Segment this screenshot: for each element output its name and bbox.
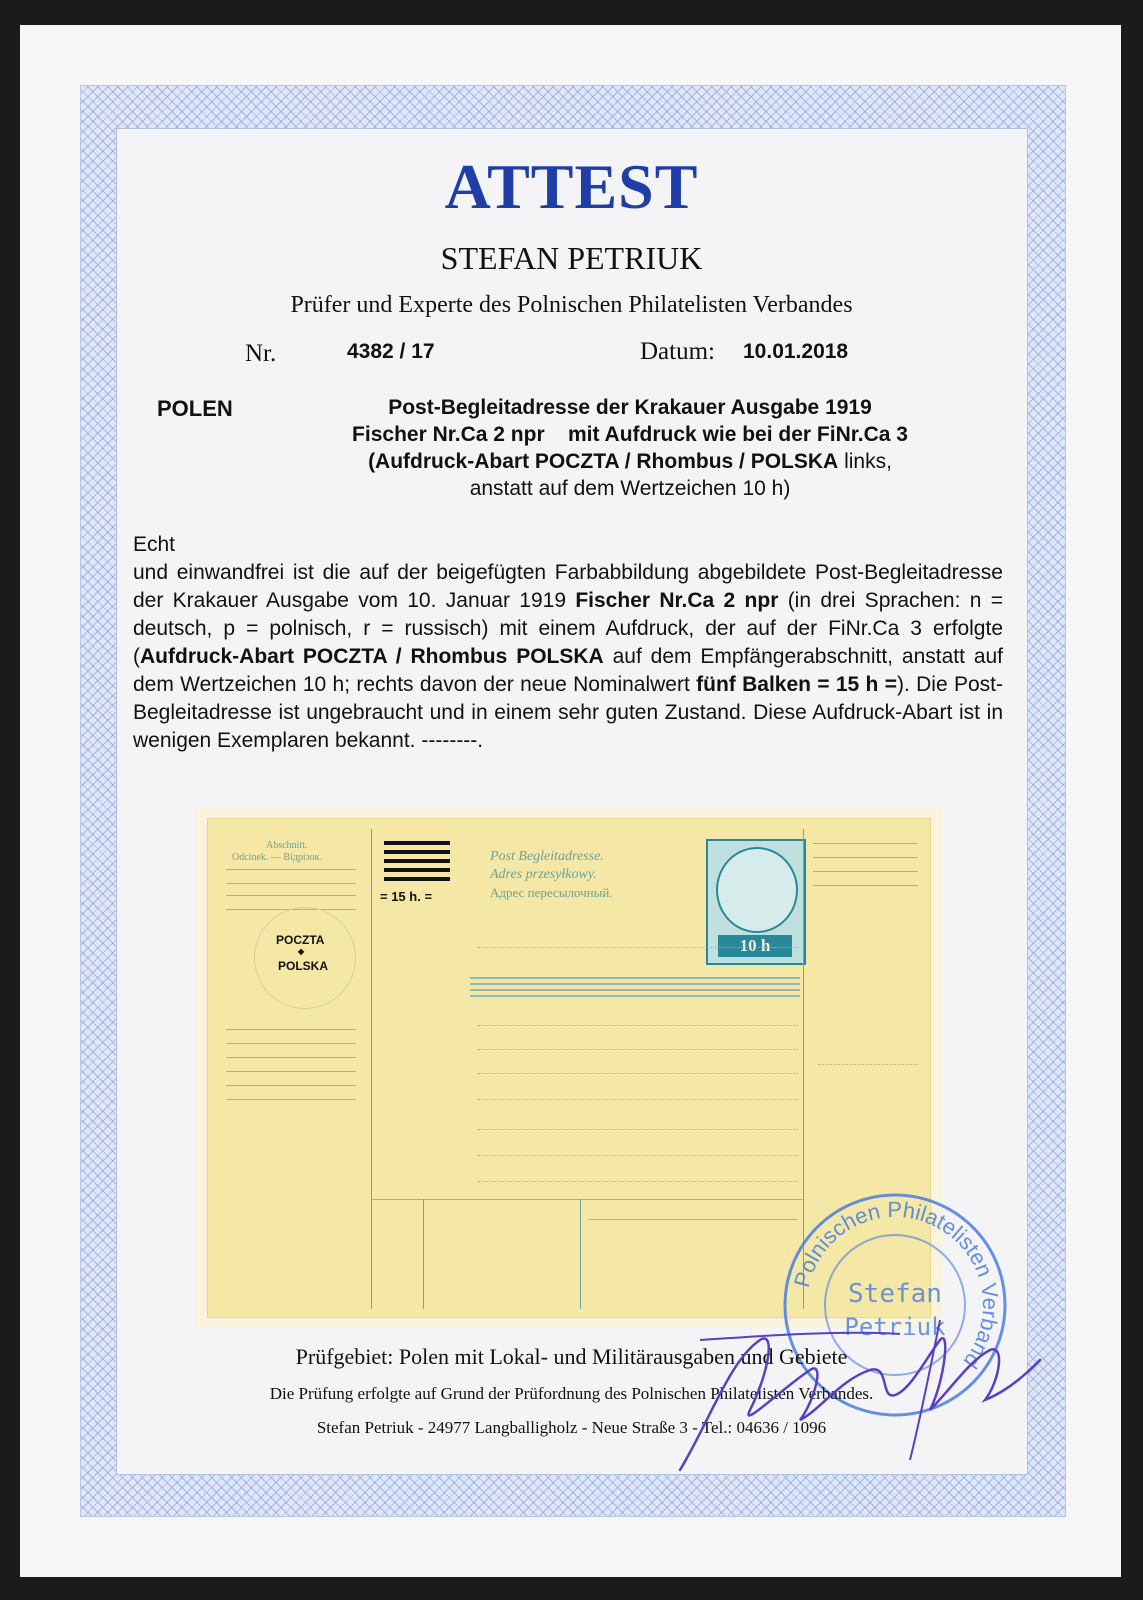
card-column-line xyxy=(580,1199,581,1309)
card-rule xyxy=(226,895,356,896)
body-echt: Echt xyxy=(133,533,176,556)
body-t3: auf dem Empfängerabschnitt, anstatt auf dem Wertzeichen 10 h; rechts davon der neue Nominalwert xyxy=(133,645,1004,696)
body-t1: und einwandfrei ist die auf der beigefügten Farbabbildung abgebildete Post-Begleitadresse der Krakauer Ausgabe vom 10. Januar 1919 xyxy=(133,561,1003,612)
pruefgebiet: Prüfgebiet: Polen mit Lokal- und Militärausgaben und Gebiete xyxy=(295,1344,848,1369)
card-rule xyxy=(813,857,918,858)
certificate-title: ATTEST xyxy=(444,151,699,222)
new-value-overprint: = 15 h. = xyxy=(380,889,433,904)
card-dotted-line xyxy=(478,1181,798,1182)
seal-ring-text: Polnischen Philatelisten Verband xyxy=(788,1196,1004,1374)
card-band xyxy=(470,989,800,991)
card-band xyxy=(470,995,800,997)
card-odcinek: Odcinek. — Відрізок. xyxy=(232,852,322,863)
item-line2a: Fischer Nr.Ca 2 npr xyxy=(352,423,545,446)
seal-center-2: Petriuk xyxy=(844,1313,946,1341)
dated-stamp-circle xyxy=(254,907,356,1009)
item-line3b: links, xyxy=(838,450,892,473)
certificate-body xyxy=(133,531,1003,755)
item-line1: Post-Begleitadresse der Krakauer Ausgabe 1919 xyxy=(388,396,872,419)
body-b2: Aufdruck-Abart POCZTA / Rhombus POLSKA xyxy=(140,645,604,668)
body-t2: (in drei Sprachen: n = deutsch, p = polnisch, r = russisch) mit einem Aufdruck, der auf der FiNr.Ca 3 erfolgte ( xyxy=(133,589,1003,668)
card-dotted-line xyxy=(478,1049,798,1050)
card-band xyxy=(470,983,800,985)
datum-label: Datum: xyxy=(640,338,715,365)
item-description xyxy=(300,394,960,502)
nr-label: Nr. xyxy=(245,340,277,367)
examiner-address: Stefan Petriuk - 24977 Langballigholz - Neue Straße 3 - Tel.: 04636 / 1096 xyxy=(316,1418,827,1437)
card-rule xyxy=(226,1057,356,1058)
card-rule xyxy=(226,1043,356,1044)
overprint-poczta: POCZTA xyxy=(276,933,325,947)
card-dotted-line xyxy=(478,1099,798,1100)
examiner-role: Prüfer und Experte des Polnischen Philatelisten Verbandes xyxy=(290,292,853,318)
card-rule xyxy=(226,1029,356,1030)
body-t4: ). Die Post-Begleitadresse ist ungebraucht und in einem sehr guten Zustand. Diese Aufdruck-Abart ist in wenigen Exemplaren bekannt. --------. xyxy=(133,673,1003,752)
item-line4: anstatt auf dem Wertzeichen 10 h) xyxy=(469,477,791,500)
card-dotted-line xyxy=(478,1155,798,1156)
country: POLEN xyxy=(157,396,233,421)
card-column-line xyxy=(423,1199,424,1309)
handwritten-signature xyxy=(640,1300,1050,1490)
card-rule xyxy=(226,869,356,870)
card-rule xyxy=(588,1219,798,1220)
card-title-de: Post Begleitadresse. xyxy=(490,849,604,864)
nr-value: 4382 / 17 xyxy=(347,340,435,363)
card-dotted-line xyxy=(478,947,798,948)
item-line3a: (Aufdruck-Abart POCZTA / Rhombus / POLSKA xyxy=(368,450,839,473)
pruefung-basis: Die Prüfung erfolgte auf Grund der Prüfordnung des Polnischen Philatelisten Verbandes. xyxy=(269,1384,874,1403)
card-rule xyxy=(226,1085,356,1086)
card-title-pl: Adres przesyłkowy. xyxy=(490,867,597,882)
stamp-portrait-oval xyxy=(716,847,798,933)
card-dotted-line xyxy=(818,1064,918,1065)
card-dotted-line xyxy=(478,1025,798,1026)
stamp-value: 10 h xyxy=(718,935,792,957)
body-b3: fünf Balken = 15 h = xyxy=(696,673,897,696)
card-rule xyxy=(813,843,918,844)
card-rule xyxy=(226,883,356,884)
card-rule xyxy=(226,1099,356,1100)
card-dotted-line xyxy=(478,1073,798,1074)
datum-value: 10.01.2018 xyxy=(743,340,849,363)
card-rule xyxy=(226,1071,356,1072)
overprint-rhombus: ◆ xyxy=(298,947,305,956)
cancel-bars xyxy=(384,841,450,886)
card-dotted-line xyxy=(478,1129,798,1130)
examiner-name: STEFAN PETRIUK xyxy=(440,240,703,276)
card-band xyxy=(470,977,800,979)
card-rule xyxy=(813,885,918,886)
card-rule xyxy=(813,871,918,872)
overprint-polska: POLSKA xyxy=(278,959,329,973)
card-abschnitt: Abschnitt. xyxy=(266,840,308,851)
card-divider-left xyxy=(371,829,372,1309)
card-title-ru: Адрес пересылочный. xyxy=(490,885,613,900)
seal-center-1: Stefan xyxy=(848,1279,942,1309)
card-rule xyxy=(371,1199,803,1200)
body-b1: Fischer Nr.Ca 2 npr xyxy=(575,589,779,612)
item-line2b: mit Aufdruck wie bei der FiNr.Ca 3 xyxy=(567,423,908,446)
